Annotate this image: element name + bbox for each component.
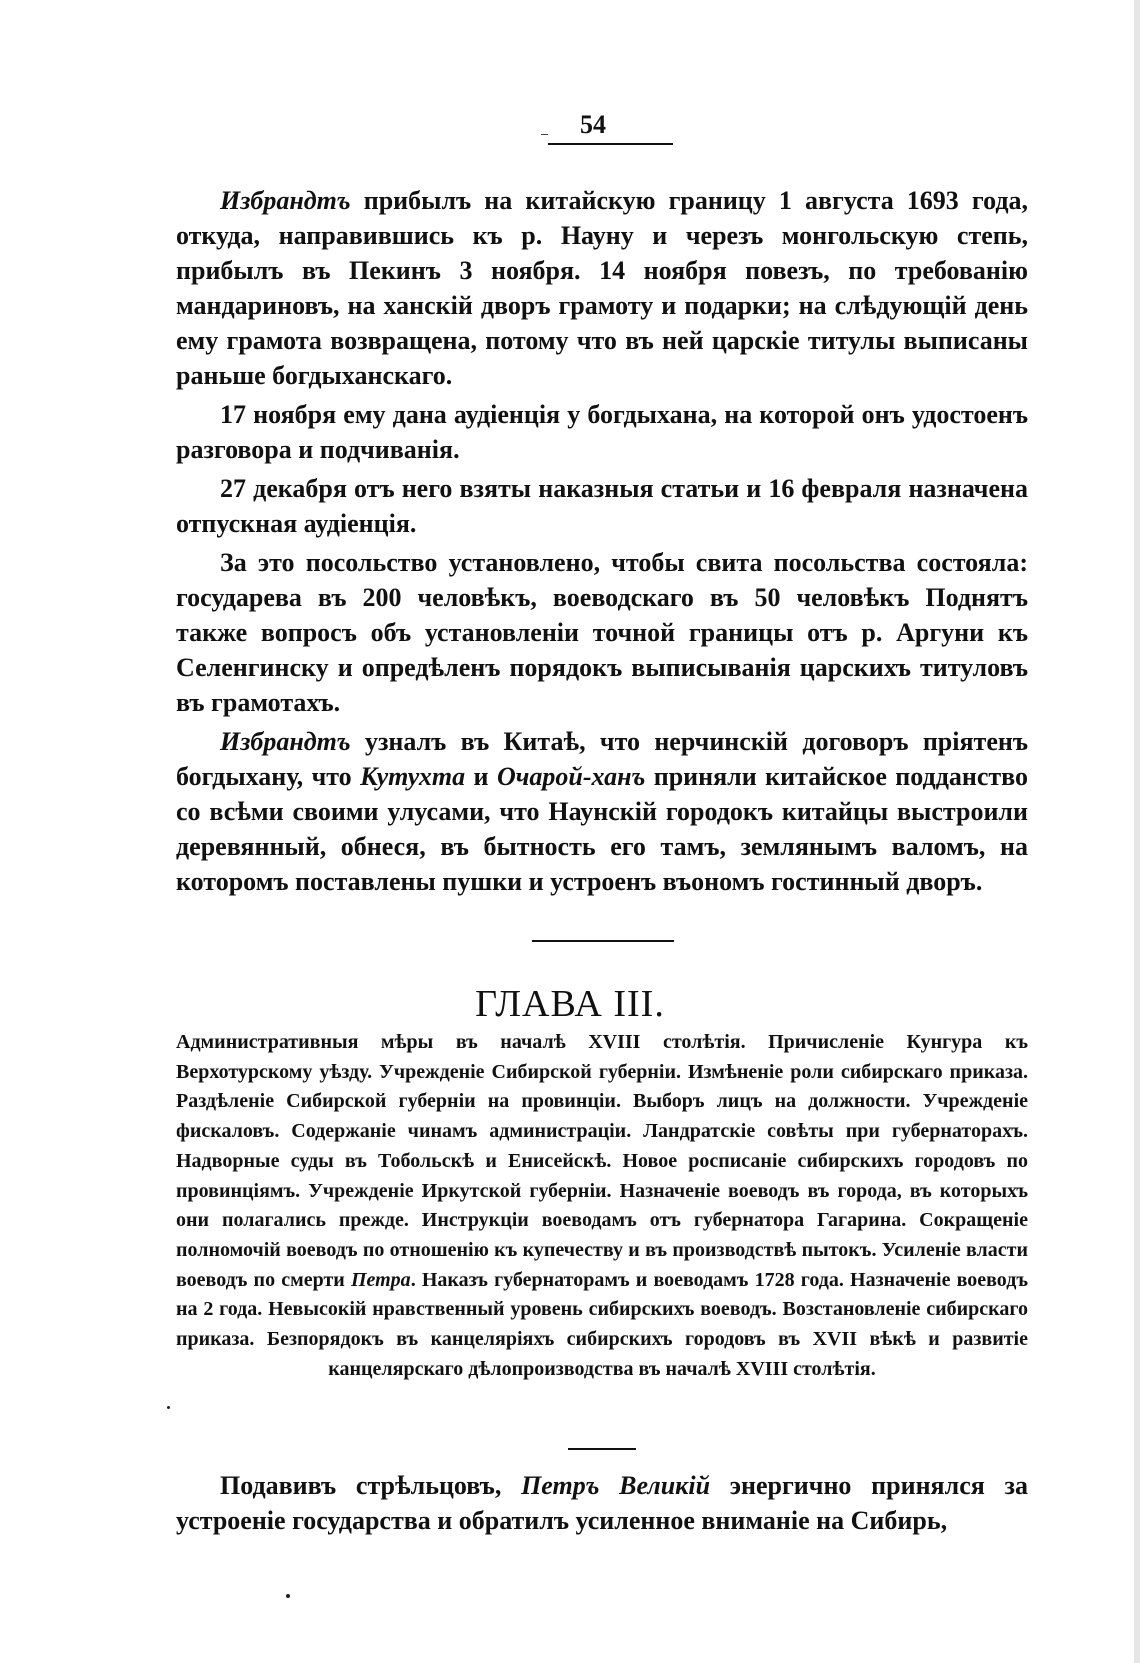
chapter-summary (176, 1028, 1028, 1384)
paragraph-5-text-2: и (465, 762, 497, 791)
chapter-title: ГЛАВА III. (475, 983, 665, 1025)
chapter-summary-text-2: . Наказъ губернаторамъ и воеводамъ 1728 года. Назначеніе воеводъ на 2 года. Невысокій нравственный уровень сибирскихъ воеводъ. Возстановленіе сибирскаго приказа. Безпорядокъ въ канцеляріяхъ сибирскихъ городовъ въ XVII вѣкѣ и развитіе канцелярскаго дѣлопроизводства въ началѣ XVIII столѣтія. (176, 1268, 1028, 1380)
closing-text-1: Подавивъ стрѣльцовъ, (220, 1471, 522, 1500)
paragraph-1-name: Избрандтъ (220, 186, 351, 215)
scan-speck (167, 1406, 170, 1409)
closing-text (176, 1468, 1028, 1538)
header-rule (548, 143, 673, 145)
scan-speck (286, 1594, 290, 1598)
header-tick-mark (541, 134, 548, 135)
chapter-summary-text-1: Административныя мѣры въ началѣ XVIII столѣтія. Причисленіе Кунгура къ Верхотурскому уѣзду. Учрежденіе Сибирской губерніи. Измѣненіе роли сибирскаго приказа. Раздѣленіе Сибирской губерніи на провинціи. Выборъ лицъ на должности. Учрежденіе фискаловъ. Содержаніе чинамъ администраціи. Ландратскіе совѣты при губернаторахъ. Надворные суды въ Тобольскѣ и Енисейскѣ. Новое росписаніе сибирскихъ городовъ по провинціямъ. Учрежденіе Иркутской губерніи. Назначеніе воеводъ въ города, въ которыхъ они полагались прежде. Инструкціи воеводамъ отъ губернатора Гагарина. Сокращеніе полномочій воеводъ по отношенію къ купечеству и въ производствѣ пытокъ. Усиленіе власти воеводъ по смерти (176, 1031, 1028, 1291)
paragraph-3: 27 декабря отъ него взяты наказныя статьи и 16 февраля назначена отпускная аудіенція. (176, 474, 1028, 538)
paragraph-5-name-3: Очарой-ханъ (496, 762, 646, 791)
paragraph-5-name: Избрандтъ (220, 727, 351, 756)
paragraph-5-text-3: приняли китайское подданство со всѣми своими улусами, что Наунскій городокъ китайцы выстроили деревянный, обнеся, въ бытность его тамъ, землянымъ валомъ, на которомъ поставлены пушки и устроенъ въономъ гостинный дворъ. (176, 762, 1029, 896)
page-edge-shadow (1134, 0, 1140, 1663)
section-divider (532, 940, 674, 942)
paragraph-5-text-1: узналъ въ Китаѣ, что нерчинскій договоръ пріятенъ богдыхану, что (176, 727, 1028, 791)
paragraph-1-text: прибылъ на китайскую границу 1 августа 1693 года, откуда, направившись къ р. Науну и черезъ монгольскую степь, прибылъ въ Пекинъ 3 ноября. 14 ноября повезъ, по требованію мандариновъ, на ханскій дворъ грамоту и подарки; на слѣдующій день ему грамота возвращена, потому что въ ней царскіе титулы выписаны раньше богдыханскаго. (176, 186, 1028, 390)
paragraph-5 (176, 724, 1028, 899)
paragraph-1 (176, 183, 1028, 393)
closing-text-2: энергично принялся за устроеніе государства и обратилъ усиленное вниманіе на Сибирь, (176, 1471, 1028, 1535)
page-number: 54 (580, 110, 606, 139)
body-text (176, 183, 1028, 899)
paragraph-4: За это посольство установлено, чтобы свита посольства состояла: государева въ 200 человѣкъ, воеводскаго въ 50 человѣкъ Поднятъ также вопросъ объ установленіи точной границы отъ р. Аргуни къ Селенгинску и опредѣленъ порядокъ выписыванія царскихъ титуловъ въ грамотахъ. (176, 548, 1028, 717)
closing-name: Петръ Великій (521, 1471, 711, 1500)
summary-divider (568, 1448, 636, 1450)
closing-paragraph (176, 1468, 1028, 1538)
paragraph-2: 17 ноября ему дана аудіенція у богдыхана, на которой онъ удостоенъ разговора и подчиванія. (176, 400, 1028, 464)
paragraph-5-name-2: Кутухта (360, 762, 466, 791)
chapter-summary-name: Петра (350, 1268, 411, 1291)
